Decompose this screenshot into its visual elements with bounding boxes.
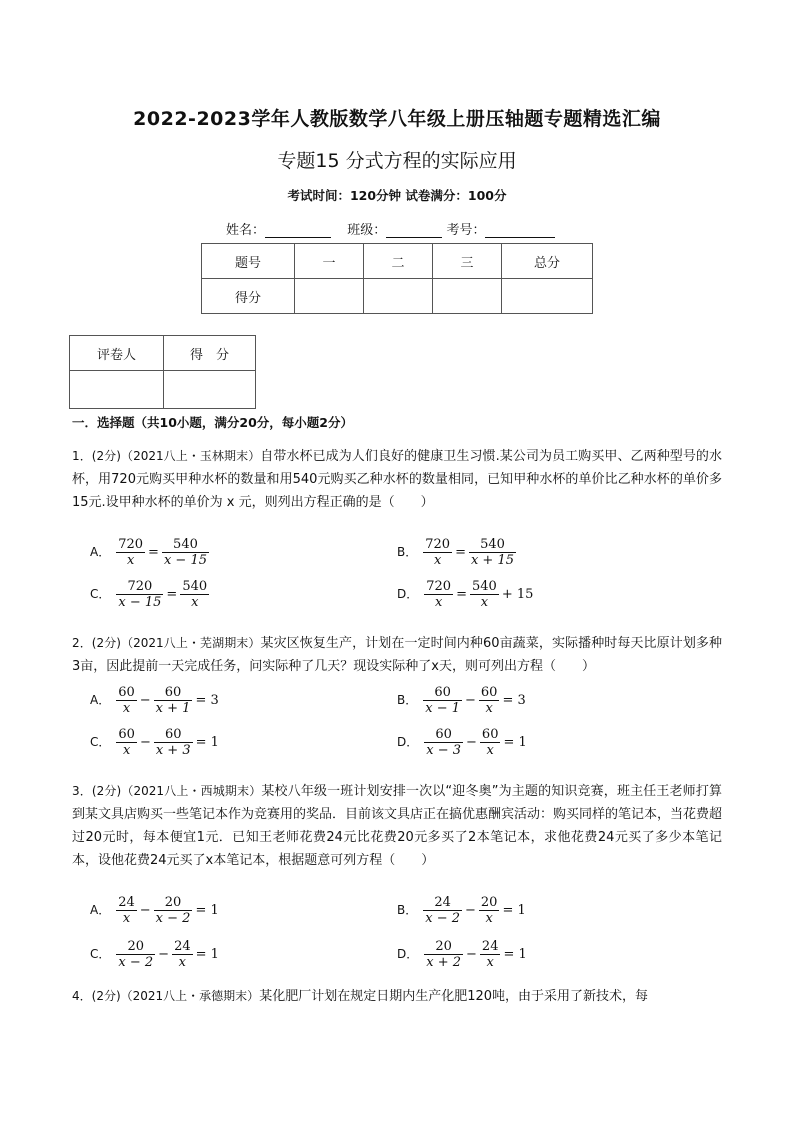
score-cell[interactable] (295, 279, 364, 314)
exam-no-field[interactable] (485, 223, 555, 238)
grader-table (69, 335, 256, 409)
score-row-label: 得分 (202, 279, 295, 314)
question-prefix: 1．(2分)（2021八上・玉林期末） (72, 449, 261, 463)
score-table (201, 243, 593, 314)
exam-no-label: 考号： (446, 223, 486, 238)
document-subtitle: 专题15 分式方程的实际应用 (277, 150, 517, 172)
option-2C[interactable]: C． $\frac{60}{x}$ − $\frac{60}{x + 3}$ = 1 (90, 727, 219, 758)
section-heading: 一．选择题（共10小题，满分20分，每小题2分） (72, 415, 353, 430)
exam-info: 考试时间：120分钟 试卷满分：100分 (287, 188, 507, 203)
class-field[interactable] (386, 223, 442, 238)
score-header-cell: 二 (364, 244, 433, 279)
question-prefix: 3．(2分)（2021八上・西城期末） (72, 784, 262, 798)
option-1B[interactable]: B． $\frac{720}{x}$ = $\frac{540}{x + 15}$ (397, 537, 514, 568)
score-cell[interactable] (502, 279, 593, 314)
grader-score-cell[interactable] (164, 371, 256, 409)
grader-cell[interactable] (70, 371, 164, 409)
question-text: 某灾区恢复生产，计划在一定时间内种60亩蔬菜，实际播种时每天比原计划多种3亩，因此提前一天完成任务，问实际种了几天？现设实际种了x天，则可列出方程（ ） (72, 636, 722, 674)
question-1 (72, 445, 722, 514)
question-prefix: 4．(2分)（2021八上・承德期末） (72, 989, 260, 1003)
score-table-score-row (202, 279, 593, 314)
question-text: 自带水杯已成为人们良好的健康卫生习惯.某公司为员工购买甲、乙两种型号的水杯，用720元购买甲种水杯的数量和用540元购买乙种水杯的数量相同，已知甲种水杯的单价比乙种水杯的单价多15元.设甲种水杯的单价为 x 元，则列出方程正确的是（ ） (72, 449, 722, 510)
document-title: 2022-2023学年人教版数学八年级上册压轴题专题精选汇编 (133, 108, 661, 130)
question-text: 某校八年级一班计划安排一次以“迎冬奥”为主题的知识竞赛，班主任王老师打算到某文具店购买一些笔记本作为竞赛用的奖品．目前该文具店正在搞优惠酬宾活动：购买同样的笔记本，当花费超过20元时，每本便宜1元．已知王老师花费24元比花费20元多买了2本笔记本，求他花费24元买了多少本笔记本，设他花费24元买了x本笔记本，根据题意可列方程（ ） (72, 784, 723, 868)
score-header-cell: 总分 (502, 244, 593, 279)
option-1A[interactable]: A． $\frac{720}{x}$ = $\frac{540}{x - 15}$ (90, 537, 207, 568)
score-cell[interactable] (433, 279, 502, 314)
score-header-cell: 一 (295, 244, 364, 279)
question-3 (72, 780, 722, 872)
question-2 (72, 632, 722, 678)
question-prefix: 2．(2分)（2021八上・芜湖期末） (72, 636, 261, 650)
option-3C[interactable]: C． $\frac{20}{x - 2}$ − $\frac{24}{x}$ = 1 (90, 939, 219, 970)
grader-label: 评卷人 (70, 336, 164, 371)
option-2D[interactable]: D． $\frac{60}{x - 3}$ − $\frac{60}{x}$ = 1 (397, 727, 527, 758)
option-1D[interactable]: D． $\frac{720}{x}$ = $\frac{540}{x}$ + 15 (397, 579, 534, 610)
name-label: 姓名： (226, 223, 266, 238)
grader-score-label: 得 分 (164, 336, 256, 371)
option-3B[interactable]: B． $\frac{24}{x - 2}$ − $\frac{20}{x}$ = 1 (397, 895, 526, 926)
score-header-cell: 题号 (202, 244, 295, 279)
option-2A[interactable]: A． $\frac{60}{x}$ − $\frac{60}{x + 1}$ = 3 (90, 685, 219, 716)
question-4 (72, 985, 722, 1008)
option-1C[interactable]: C． $\frac{720}{x - 15}$ = $\frac{540}{x}$ (90, 579, 208, 610)
option-2B[interactable]: B． $\frac{60}{x - 1}$ − $\frac{60}{x}$ = 3 (397, 685, 526, 716)
name-field[interactable] (265, 223, 331, 238)
option-3A[interactable]: A． $\frac{24}{x}$ − $\frac{20}{x - 2}$ = 1 (90, 895, 219, 926)
student-info-line (226, 219, 555, 238)
score-header-cell: 三 (433, 244, 502, 279)
score-table-header-row (202, 244, 593, 279)
question-text: 某化肥厂计划在规定日期内生产化肥120吨，由于采用了新技术，每 (259, 989, 649, 1004)
score-cell[interactable] (364, 279, 433, 314)
class-label: 班级： (347, 223, 387, 238)
option-3D[interactable]: D． $\frac{20}{x + 2}$ − $\frac{24}{x}$ = 1 (397, 939, 527, 970)
